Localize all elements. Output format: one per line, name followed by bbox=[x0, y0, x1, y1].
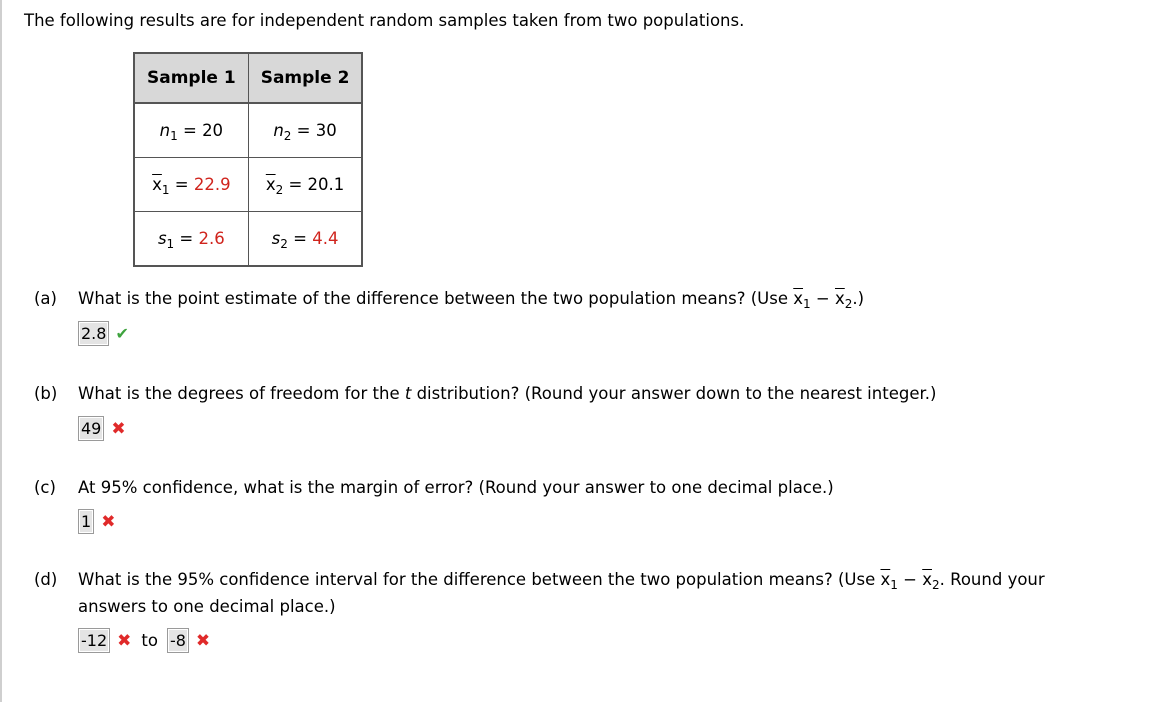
question-d-line2: answers to one decimal place.) bbox=[78, 597, 336, 616]
cross-icon: ✖ bbox=[111, 418, 126, 439]
question-b: (b) What is the degrees of freedom for the t distribution? (Round your answer down to the nearest integer.) bbox=[34, 384, 937, 403]
answer-c-row bbox=[78, 509, 115, 534]
question-a-label: (a) bbox=[34, 289, 57, 308]
question-b-label: (b) bbox=[34, 384, 58, 403]
answer-a-field[interactable]: 2.8 bbox=[78, 321, 109, 346]
table-header-row bbox=[134, 53, 362, 103]
cross-icon: ✖ bbox=[195, 630, 211, 651]
cell-n2: $n_2 = 30$ bbox=[248, 103, 362, 158]
intro-text: The following results are for independent random samples taken from two populations. bbox=[24, 11, 745, 30]
cell-s2: $s_2 = 4.4$ bbox=[248, 212, 362, 267]
answer-d-high-field[interactable]: -8 bbox=[167, 628, 189, 653]
cell-x1: $\overline{x}_1 = 22.9$ bbox=[134, 158, 248, 212]
cell-n1: $n_1 = 20$ bbox=[134, 103, 248, 158]
cell-s1: $s_1 = 2.6$ bbox=[134, 212, 248, 267]
header-sample-2: Sample 2 bbox=[248, 53, 362, 103]
answer-c-field[interactable]: 1 bbox=[78, 509, 94, 534]
cross-icon: ✖ bbox=[101, 511, 116, 532]
to-label: to bbox=[141, 631, 158, 650]
answer-d-low-field[interactable]: -12 bbox=[78, 628, 110, 653]
answer-a-row bbox=[78, 321, 129, 346]
question-a: (a) What is the point estimate of the difference between the two population means? (Use $\overline{x}_1 - \overline{x}_2$.) bbox=[34, 289, 865, 311]
table-row-s bbox=[134, 212, 362, 267]
cross-icon: ✖ bbox=[117, 630, 132, 651]
samples-table bbox=[133, 52, 363, 267]
answer-d-row bbox=[78, 628, 210, 653]
header-sample-1: Sample 1 bbox=[134, 53, 248, 103]
question-c-label: (c) bbox=[34, 478, 56, 497]
table-row-xbar bbox=[134, 158, 362, 212]
question-c: (c) At 95% confidence, what is the margin of error? (Round your answer to one decimal place.) bbox=[34, 478, 834, 497]
question-d: (d) What is the 95% confidence interval for the difference between the two population means? (Use $\overline{x}_1 - \overline{x}_2$. Round your bbox=[34, 570, 1045, 592]
table-row-n bbox=[134, 103, 362, 158]
answer-b-row bbox=[78, 416, 126, 441]
check-icon: ✔ bbox=[115, 324, 129, 343]
left-rule bbox=[0, 0, 2, 702]
question-d-label: (d) bbox=[34, 570, 58, 589]
cell-x2: $\overline{x}_2 = 20.1$ bbox=[248, 158, 362, 212]
answer-b-field[interactable]: 49 bbox=[78, 416, 104, 441]
